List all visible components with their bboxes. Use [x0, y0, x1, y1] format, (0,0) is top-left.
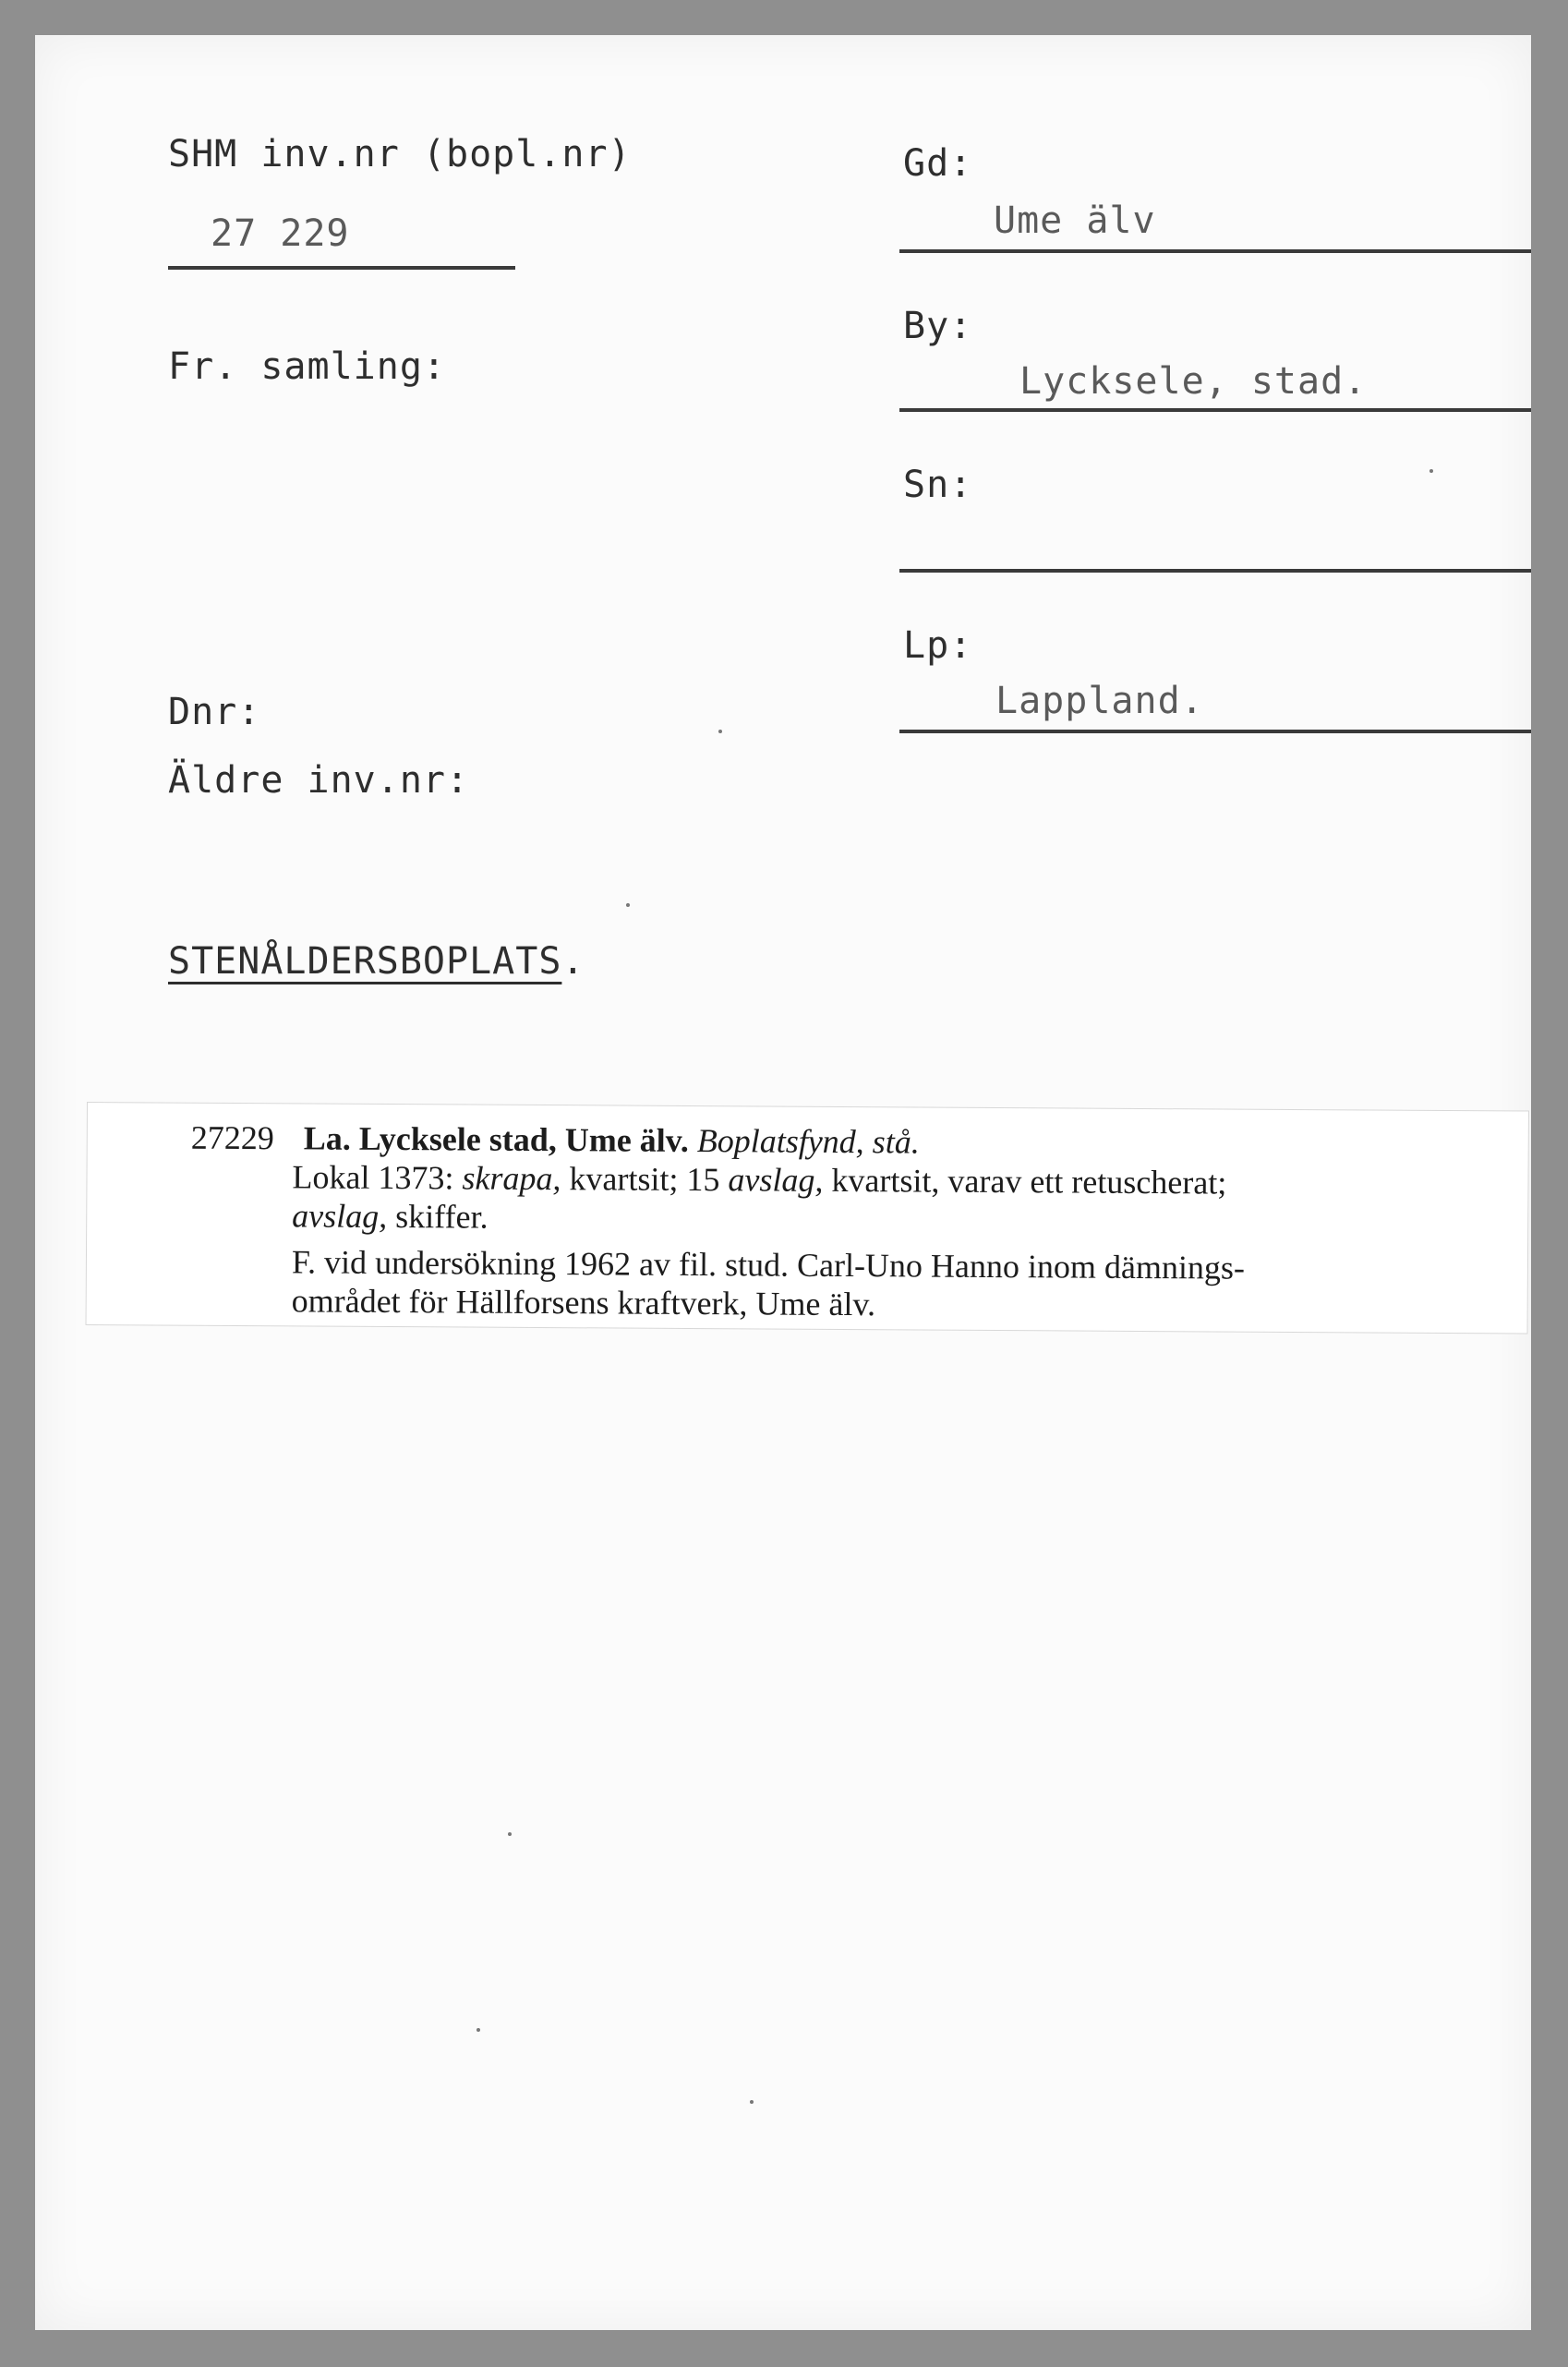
dust-speck [1429, 469, 1433, 473]
clipping-text: Lokal 1373: [292, 1158, 463, 1197]
clipping-italic: skrapa, [462, 1159, 561, 1198]
by-value: Lycksele, stad. [1019, 360, 1368, 403]
lp-underline [899, 730, 1531, 733]
catalog-card [35, 35, 1531, 2330]
sn-label: Sn: [903, 464, 973, 506]
inv-nr-value: 27 229 [211, 212, 350, 255]
inv-nr-label: SHM inv.nr (bopl.nr) [168, 133, 632, 175]
clipping-line-2 [292, 1157, 1226, 1202]
gd-value: Ume älv [994, 199, 1156, 242]
dust-speck [626, 903, 630, 907]
clipping-italic: avslag, [292, 1197, 388, 1235]
aldre-inv-nr-label: Äldre inv.nr: [168, 759, 470, 802]
dust-speck [508, 1832, 512, 1836]
dnr-label: Dnr: [168, 691, 261, 733]
lp-value: Lappland. [995, 680, 1204, 722]
clipping-line-5: området för Hällforsens kraftverk, Ume älv. [291, 1282, 876, 1323]
inv-nr-underline [168, 266, 515, 270]
clipping-text: skiffer. [387, 1197, 488, 1236]
clipping-title-italic: Boplatsfynd, stå. [696, 1122, 920, 1161]
clipping-line-4: F. vid undersökning 1962 av fil. stud. Carl-Uno Hanno inom dämnings- [291, 1243, 1246, 1286]
gd-underline [899, 249, 1531, 253]
clipping-line-3 [292, 1196, 488, 1236]
dust-speck [718, 730, 722, 733]
by-label: By: [903, 305, 973, 347]
clipping-text: kvartsit; 15 [561, 1160, 729, 1199]
gd-label: Gd: [903, 142, 973, 185]
fr-samling-label: Fr. samling: [168, 345, 446, 388]
site-type-heading: STENÅLDERSBOPLATS [168, 940, 562, 983]
clipping-line-1 [191, 1118, 920, 1162]
clipping-number: 27229 [190, 1118, 274, 1157]
printed-clipping [86, 1102, 1529, 1334]
clipping-title: La. Lycksele stad, Ume älv. [303, 1119, 689, 1159]
heading-period: . [561, 940, 585, 983]
sn-underline [899, 569, 1531, 573]
heading-wrap [168, 940, 585, 983]
by-underline [899, 408, 1531, 412]
lp-label: Lp: [903, 624, 973, 667]
clipping-text: kvartsit, varav ett retuscherat; [823, 1161, 1227, 1202]
dust-speck [750, 2100, 754, 2104]
clipping-italic: avslag, [728, 1161, 824, 1199]
dust-speck [476, 2028, 480, 2032]
